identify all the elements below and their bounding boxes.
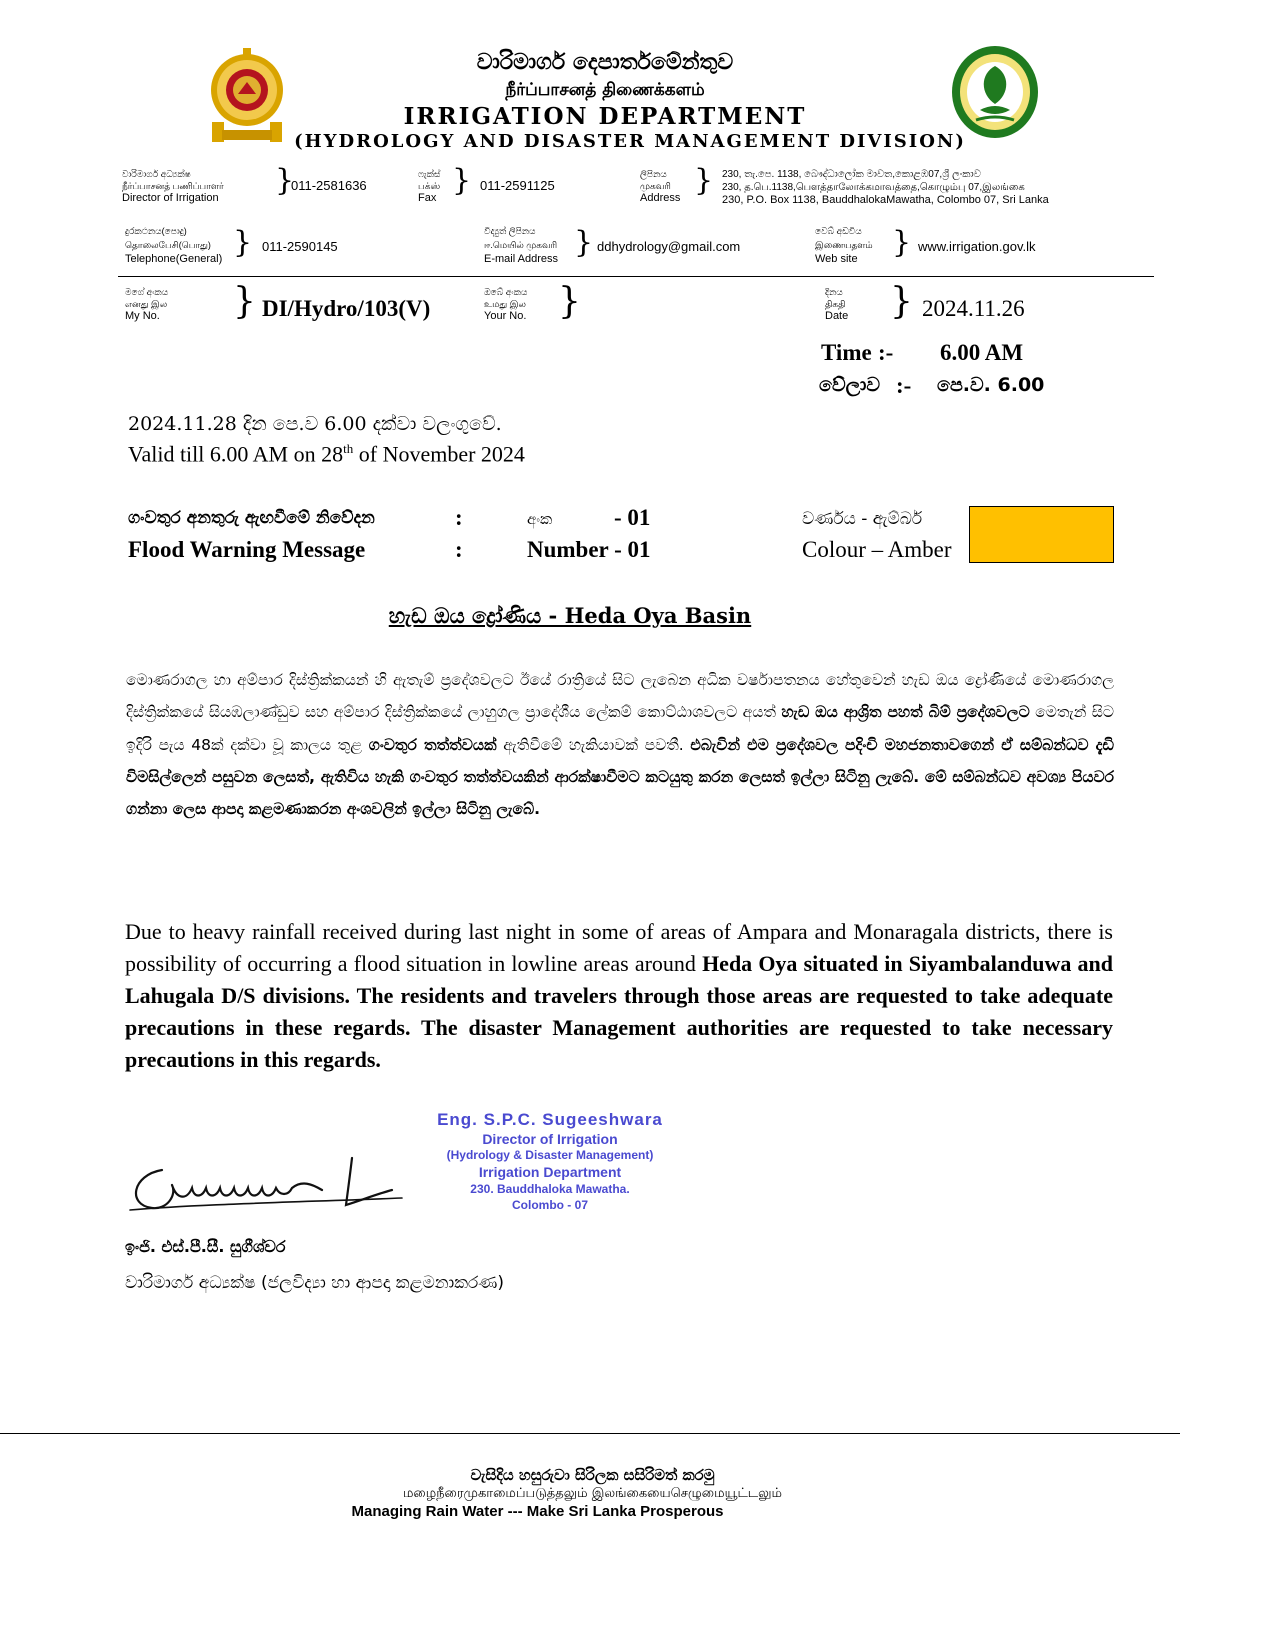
brace-icon: } — [694, 163, 714, 198]
website-label: වෙබ් අඩවිය இணையதளம் Web site — [815, 226, 873, 265]
email-address[interactable]: ddhydrology@gmail.com — [597, 239, 741, 254]
message-title-en: Flood Warning Message — [128, 537, 366, 562]
brace-icon: } — [892, 225, 912, 260]
time-value-si: පෙ.ව. 6.00 — [937, 374, 1045, 396]
brace-icon: } — [558, 281, 581, 322]
warning-body-en: Due to heavy rainfall received during last night in some of areas of Ampara and Monaragala districts, there is possibility of occurring a flood situation in lowline areas around Heda Oya situated in Siyambalanduwa and Lahugala D/S divisions. The residents and travelers through those areas are requested to take adequate precautions in these regards. The disaster Management authorities are requested to take necessary precautions in this regards. — [125, 919, 1113, 1072]
signatory-title-si: වාරිමාර්ග අධ්‍යක්ෂ (ජලවිද්‍යා හා ආපදා කළමනාකරණ) — [125, 1273, 504, 1293]
amber-colour-swatch — [969, 506, 1114, 563]
telephone-number: 011-2590145 — [262, 239, 338, 254]
department-logo — [950, 44, 1040, 140]
message-number-en: Number - 01 — [527, 537, 651, 562]
director-phone: 011-2581636 — [291, 178, 367, 193]
warning-body-si: මොණරාගල හා අම්පාර දිස්ත්‍රික්කයන් හි ඇතැම් ප්‍රදේශවලට ඊයේ රාත්‍රියේ සිට ලැබෙන අධික වර්ෂාපතනය හේතුවෙන් හැඩ ඔය ද්‍රෝණියේ මොණරාගල දිස්ත්‍රික්කයේ සියඹලාණ්ඩුව සහ අම්පාර දිස්ත්‍රික්කයේ ලාහුගල ප්‍රාදේශීය ලේකම් කොට්ඨාශවලට අයත් හැඩ ඔය ආශ්‍රිත පහත් බිම් ප්‍රදේශවලට මෙතැන් සිට ඉදිරි පැය 48ක් දක්වා වූ කාලය තුළ ගංවතුර තත්ත්වයක් ඇතිවීමේ හැකියාවක් පවතී. එබැවින් එම ප්‍රදේශවල පදිංචි මහජනතාවගෙන් ඒ සම්බන්ධව දැඩි විමසිල්ලෙන් පසුවන ලෙසත්, ඇතිවිය හැකි ගංවතුර තත්ත්වයකින් ආරක්ෂාවීමට කටයුතු කරන ලෙසත් ඉල්ලා සිටිනු ලැබේ. මේ සම්බන්ධව අවශ්‍ය පියවර ගන්නා ලෙස ආපදා කළමණාකරන අංශවලින් ඉල්ලා සිටිනු ලැබේ. — [126, 671, 1115, 819]
header-division: (HYDROLOGY AND DISASTER MANAGEMENT DIVISION) — [294, 131, 966, 152]
message-number-si-value: - 01 — [614, 505, 651, 530]
message-separator: : — [455, 505, 463, 530]
header-title-en: IRRIGATION DEPARTMENT — [403, 103, 807, 130]
telephone-label: දුරකථනය(පොදු) தொலைபேசி(பொது) Telephone(General) — [125, 226, 223, 265]
brace-icon: } — [890, 281, 913, 322]
message-separator: : — [455, 537, 463, 562]
your-no-label: ඔබේ අංකය உமது இல Your No. — [484, 287, 528, 322]
signatory-name-si: ඉංජි. එස්.පී.සී. සුගීශ්වර — [125, 1237, 286, 1256]
national-emblem-logo — [208, 44, 286, 146]
reference-number: DI/Hydro/103(V) — [262, 296, 431, 321]
stamp-line: (Hydrology & Disaster Management) — [446, 1148, 654, 1162]
message-number-si-label: අංක — [527, 510, 553, 528]
footer-motto-ta: மழைநீரைமுகாமைப்படுத்தலும் இலங்கையைசெழுமையூட்டலும் — [402, 1486, 783, 1501]
time-label-en: Time — [821, 340, 872, 365]
stamp-line: Director of Irrigation — [482, 1131, 618, 1147]
colour-label-si: වර්ණය - ඇම්බර් — [802, 509, 923, 529]
address-lines: 230, තැ.පෙ. 1138, බෞද්ධාලෝක මාවත,කොළඹ07,ශ්‍රී ලංකාව 230, த.பெ.1138,பௌத்தாலோக்கமாவத்தை,கொழும்பு 07,இலங்கை 230, P.O. Box 1138, BauddhalokaMawatha, Colombo 07, Sri Lanka — [722, 169, 1049, 206]
colour-label-en: Colour – Amber — [802, 537, 952, 562]
header-title-si: වාරිමාර්ග දෙපාර්තමේන්තුව — [476, 50, 734, 75]
stamp-line: 230. Bauddhaloka Mawatha. — [470, 1182, 630, 1196]
footer-motto-si: වැසිදිය හසුරුවා සිරිලක සසිරිමත් කරමු — [470, 1466, 715, 1484]
signature-image — [122, 1150, 412, 1220]
header-title-ta: நீர்ப்பாசனத் திணைக்களம் — [505, 80, 705, 100]
time-value-en: 6.00 AM — [940, 340, 1024, 365]
footer-motto-en: Managing Rain Water --- Make Sri Lanka Prosperous — [351, 1503, 724, 1520]
email-label: විද්‍යුත් ලිපිනය ஈ.மெயில் முகவரி E-mail Address — [484, 226, 558, 265]
fax-label: ෆැක්ස් பக்ஸ் Fax — [418, 169, 441, 204]
stamp-name: Eng. S.P.C. Sugeeshwara — [437, 1110, 663, 1129]
time-label-si: වේලාව — [819, 374, 881, 396]
time-separator: :- — [896, 373, 912, 398]
message-title-si: ගංවතුර අනතුරු ඇඟවීමේ නිවේදන — [128, 508, 375, 528]
basin-title: හැඩ ඔය ද්‍රෝණිය - Heda Oya Basin — [388, 603, 752, 628]
brace-icon: } — [574, 225, 594, 260]
header-divider — [118, 276, 1154, 277]
validity-si: 2024.11.28 දින පෙ.ව 6.00 දක්වා වලංගුවේ. — [128, 413, 502, 435]
fax-number: 011-2591125 — [480, 178, 555, 193]
website-url[interactable]: www.irrigation.gov.lk — [918, 239, 1036, 254]
brace-icon: } — [233, 225, 253, 260]
date-label: දිනය திகதி Date — [825, 287, 849, 322]
brace-icon: } — [275, 163, 295, 198]
brace-icon: } — [233, 281, 256, 322]
validity-en: Valid till 6.00 AM on 28th of November 2024 — [128, 441, 525, 467]
footer-divider — [0, 1433, 1180, 1434]
stamp-line: Irrigation Department — [478, 1164, 622, 1180]
stamp-line: Colombo - 07 — [511, 1198, 588, 1212]
brace-icon: } — [452, 163, 472, 198]
time-separator: :- — [878, 340, 894, 365]
director-label: වාරිමාර්ග අධ්‍යක්ෂ நீர்ப்பாசனத் பணிப்பாளர் Director of Irrigation — [122, 169, 224, 204]
issue-date: 2024.11.26 — [922, 296, 1025, 321]
address-label: ලිපිනය முகவரி Address — [640, 169, 681, 204]
my-no-label: මගේ අංකය எனது இல My No. — [125, 287, 169, 322]
